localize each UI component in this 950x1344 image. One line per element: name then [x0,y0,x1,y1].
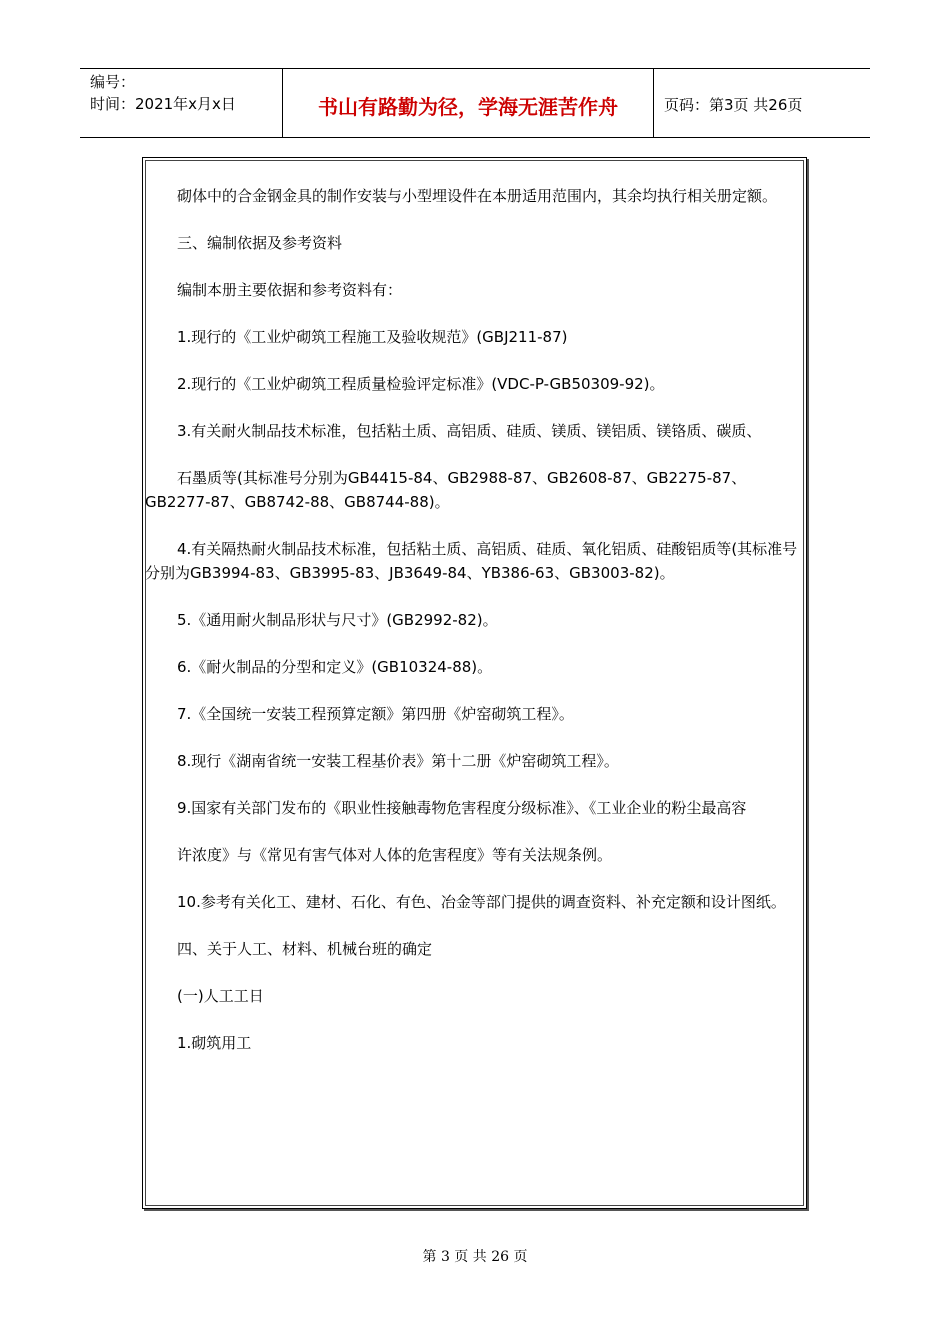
list-item-10: 10.参考有关化工、建材、石化、有色、冶金等部门提供的调查资料、补充定额和设计图纸。 [177,893,786,911]
document-body [145,160,800,1055]
section-heading-basis: 三、编制依据及参考资料 [177,234,343,252]
list-item-9: 9.国家有关部门发布的《职业性接触毒物危害程度分级标准》、《工业企业的粉尘最高容 [177,799,747,817]
document-number-label: 编号： [90,73,136,91]
header-motto: 书山有路勤为径，学海无涯苦作舟 [282,69,654,137]
page-header [80,68,870,138]
subsection-item-masonry-labor: 1.砌筑用工 [177,1034,252,1052]
paragraph-scope: 砌体中的合金钢金具的制作安装与小型埋设件在本册适用范围内，其余均执行相关册定额。 [177,187,778,205]
paragraph-intro: 编制本册主要依据和参考资料有： [177,281,403,299]
header-page-info: 页码：第3页 共26页 [664,95,803,114]
section-heading-labor-materials: 四、关于人工、材料、机械台班的确定 [177,940,433,958]
list-item-4: 4.有关隔热耐火制品技术标准，包括粘土质、高铝质、硅质、氧化铝质、硅酸铝质等(其标准号分别为GB3994-83、GB3995-83、JB3649-84、YB386-63、GB3003-82)。 [145,540,798,582]
subsection-heading-labor-days: (一)人工工日 [177,987,264,1005]
list-item-9-continued: 许浓度》与《常见有害气体对人体的危害程度》等有关法规条例。 [177,846,613,864]
page-footer: 第 3 页 共 26 页 [422,1249,528,1265]
list-item-3: 3.有关耐火制品技术标准，包括粘土质、高铝质、硅质、镁质、镁铝质、镁铬质、碳质、 [177,422,762,440]
list-item-6: 6.《耐火制品的分型和定义》(GB10324-88)。 [177,658,493,676]
list-item-3-continued: 石墨质等(其标准号分别为GB4415-84、GB2988-87、GB2608-87、GB2275-87、GB2277-87、GB8742-88、GB8744-88)。 [145,469,747,511]
list-item-8: 8.现行《湖南省统一安装工程基价表》第十二册《炉窑砌筑工程》。 [177,752,619,770]
document-time-label: 时间：2021年x月x日 [90,95,236,113]
header-meta [80,69,282,137]
list-item-7: 7.《全国统一安装工程预算定额》第四册《炉窑砌筑工程》。 [177,705,574,723]
list-item-5: 5.《通用耐火制品形状与尺寸》(GB2992-82)。 [177,611,498,629]
list-item-1: 1.现行的《工业炉砌筑工程施工及验收规范》(GBJ211-87) [177,328,568,346]
list-item-2: 2.现行的《工业炉砌筑工程质量检验评定标准》(VDC-P-GB50309-92)。 [177,375,665,393]
